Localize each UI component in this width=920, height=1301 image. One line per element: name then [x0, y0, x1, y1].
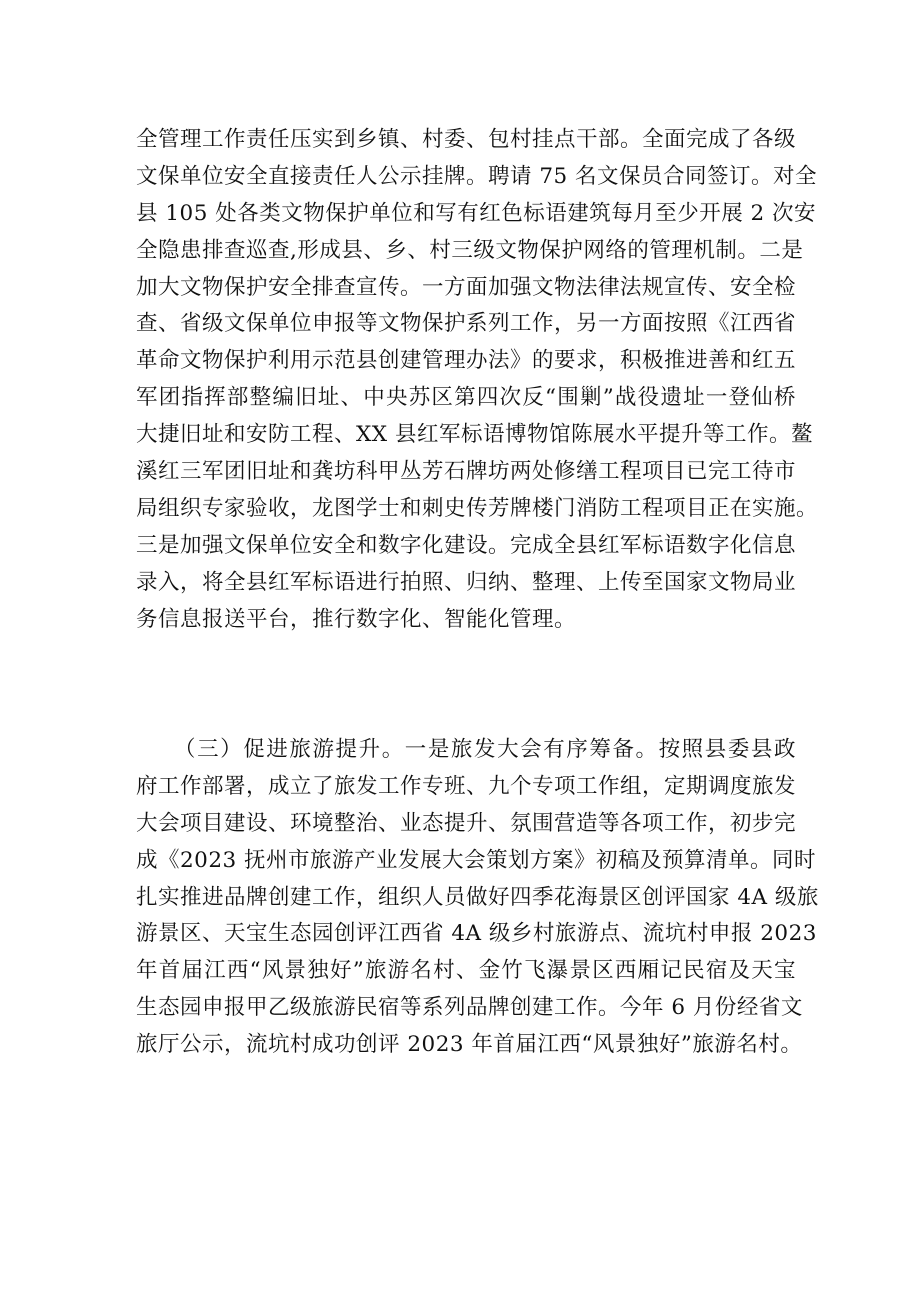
text-line: 成《2023 抚州市旅游产业发展大会策划方案》初稿及预算清单。同时: [136, 847, 817, 873]
text-line: 查、省级文保单位申报等文物保护系列工作，另一方面按照《江西省: [136, 311, 797, 337]
text-line: 大捷旧址和安防工程、XX 县红军标语博物馆陈展水平提升等工作。鳌: [136, 422, 813, 448]
text-line: 府工作部署，成立了旅发工作专班、九个专项工作组，定期调度旅发: [136, 773, 797, 799]
text-line: 旅厅公示，流坑村成功创评 2023 年首届江西“风景独好”旅游名村。: [136, 1032, 803, 1058]
text-line: 局组织专家验收，龙图学士和刺史传芳牌楼门消防工程项目正在实施。: [136, 495, 819, 521]
text-line: 务信息报送平台，推行数字化、智能化管理。: [136, 606, 577, 632]
text-line: 加大文物保护安全排查宣传。一方面加强文物法律法规宣传、安全检: [136, 274, 797, 300]
text-line: 扎实推进品牌创建工作，组织人员做好四季花海景区创评国家 4A 级旅: [136, 884, 819, 910]
text-line: 年首届江西“风景独好”旅游名村、金竹飞瀑景区西厢记民宿及天宝: [136, 958, 796, 984]
text-line: 溪红三军团旧址和龚坊科甲丛芳石牌坊两处修缮工程项目已完工待市: [136, 459, 797, 485]
text-line: 大会项目建设、环境整治、业态提升、氛围营造等各项工作，初步完: [136, 810, 797, 836]
text-line: 县 105 处各类文物保护单位和写有红色标语建筑每月至少开展 2 次安: [136, 200, 817, 226]
text-line: 文保单位安全直接责任人公示挂牌。聘请 75 名文保员合同签订。对全: [136, 163, 818, 189]
text-line: 革命文物保护利用示范县创建管理办法》的要求，积极推进善和红五: [136, 348, 797, 374]
text-line: （三）促进旅游提升。一是旅发大会有序筹备。按照县委县政: [174, 737, 796, 762]
text-line: 录入，将全县红军标语进行拍照、归纳、整理、上传至国家文物局业: [136, 569, 797, 595]
paragraph-cultural-relics-safety: [136, 122, 819, 638]
text-line: 游景区、天宝生态园创评江西省 4A 级乡村旅游点、流坑村申报 2023: [136, 921, 817, 947]
text-line: 三是加强文保单位安全和数字化建设。完成全县红军标语数字化信息: [136, 532, 797, 558]
text-line: 全隐患排查巡查,形成县、乡、村三级文物保护网络的管理机制。二是: [136, 237, 804, 263]
text-line: 军团指挥部整编旧址、中央苏区第四次反“围剿”战役遗址一登仙桥: [136, 385, 796, 411]
text-line: 全管理工作责任压实到乡镇、村委、包村挂点干部。全面完成了各级: [136, 127, 797, 152]
paragraph-tourism-promotion: [136, 732, 819, 1064]
text-line: 生态园申报甲乙级旅游民宿等系列品牌创建工作。今年 6 月份经省文: [136, 995, 803, 1021]
